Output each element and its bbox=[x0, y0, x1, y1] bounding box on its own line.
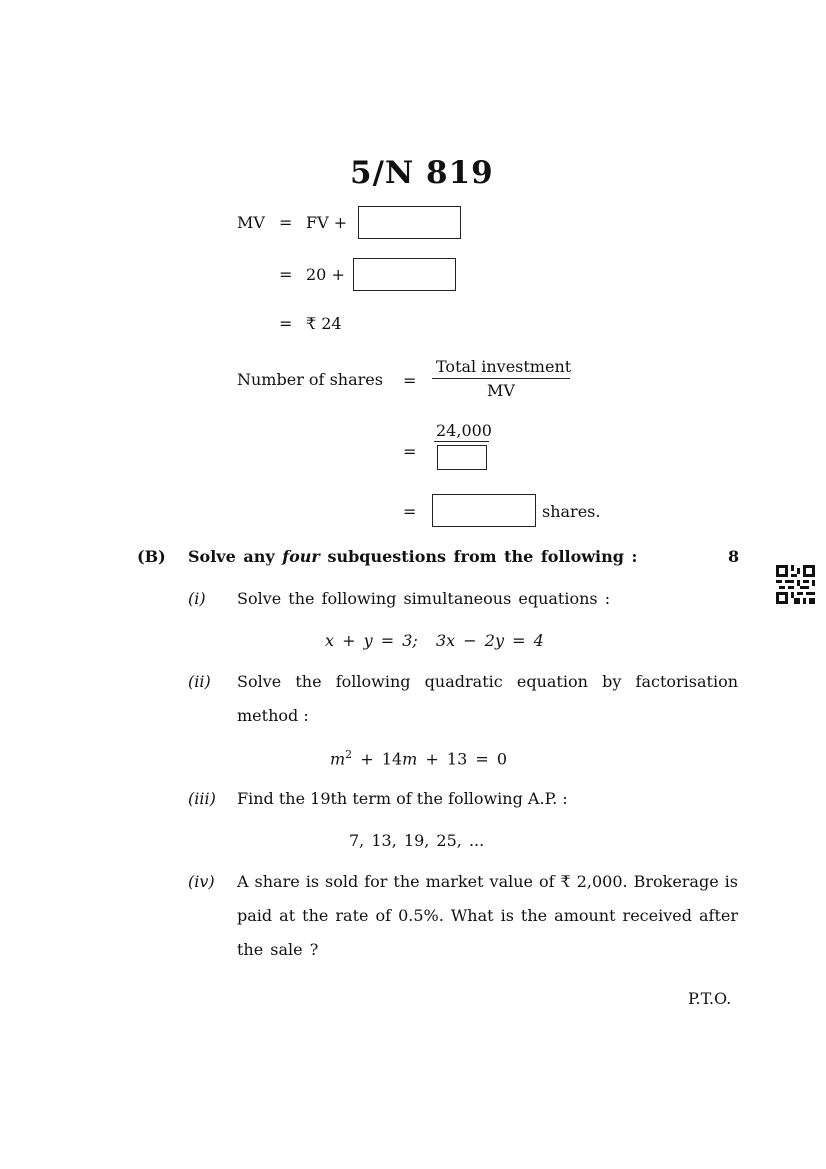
instruction-pre: Solve any bbox=[188, 547, 275, 566]
variable-m: m bbox=[402, 749, 418, 769]
equals-sign: = bbox=[403, 502, 417, 521]
equals-sign: = bbox=[403, 371, 417, 390]
equals-sign: = bbox=[279, 314, 293, 333]
section-label: (B) bbox=[137, 547, 166, 566]
ap-series: 7, 13, 19, 25, ... bbox=[349, 831, 485, 850]
qr-code-icon bbox=[776, 565, 815, 604]
question-number: (iv) bbox=[188, 872, 215, 891]
equation-1: x + y = 3; bbox=[325, 631, 418, 650]
pto-footer: P.T.O. bbox=[688, 989, 732, 1008]
answer-box-4[interactable] bbox=[432, 494, 536, 527]
fraction-bar bbox=[432, 378, 570, 379]
question-text: Solve the following simultaneous equations : bbox=[237, 589, 611, 608]
question-text-continued: method : bbox=[237, 706, 309, 725]
question-number: (iii) bbox=[188, 789, 216, 808]
question-number: (i) bbox=[188, 589, 206, 608]
answer-box-1[interactable] bbox=[358, 206, 461, 239]
answer-box-2[interactable] bbox=[353, 258, 456, 291]
question-text: Find the 19th term of the following A.P. : bbox=[237, 789, 568, 808]
quadratic-equation bbox=[330, 748, 507, 768]
question-text: Solve the following quadratic equation by factorisation bbox=[237, 672, 738, 691]
mv-result: ₹ 24 bbox=[306, 314, 342, 333]
equation-term: + 14 bbox=[360, 749, 403, 769]
variable-m: m bbox=[330, 749, 346, 769]
shares-suffix: shares. bbox=[542, 502, 601, 521]
equals-sign: = bbox=[279, 265, 293, 284]
section-instruction bbox=[188, 547, 637, 566]
equation-term: + 13 = 0 bbox=[425, 749, 507, 769]
exponent: 2 bbox=[345, 748, 353, 761]
fraction-bar bbox=[434, 441, 489, 442]
fraction-numerator: Total investment bbox=[436, 357, 572, 376]
fraction-denominator: MV bbox=[487, 381, 515, 400]
fv-plus: FV + bbox=[306, 213, 348, 232]
twenty-plus: 20 + bbox=[306, 265, 345, 284]
question-number: (ii) bbox=[188, 672, 211, 691]
fraction-numerator: 24,000 bbox=[436, 421, 492, 440]
number-of-shares-label: Number of shares bbox=[237, 370, 383, 389]
answer-box-3[interactable] bbox=[437, 445, 487, 470]
equals-sign: = bbox=[279, 213, 293, 232]
question-text-continued: the sale ? bbox=[237, 940, 319, 959]
equation-2: 3x − 2y = 4 bbox=[436, 631, 544, 650]
mv-label: MV bbox=[237, 213, 265, 232]
section-marks: 8 bbox=[728, 547, 740, 566]
equals-sign: = bbox=[403, 442, 417, 461]
instruction-emphasis: four bbox=[282, 547, 320, 566]
question-text: A share is sold for the market value of ₹ 2,000. Brokerage is bbox=[237, 872, 738, 891]
question-text-continued: paid at the rate of 0.5%. What is the amount received after bbox=[237, 906, 738, 925]
instruction-post: subquestions from the following : bbox=[327, 547, 638, 566]
page-code: 5/N 819 bbox=[350, 155, 494, 191]
